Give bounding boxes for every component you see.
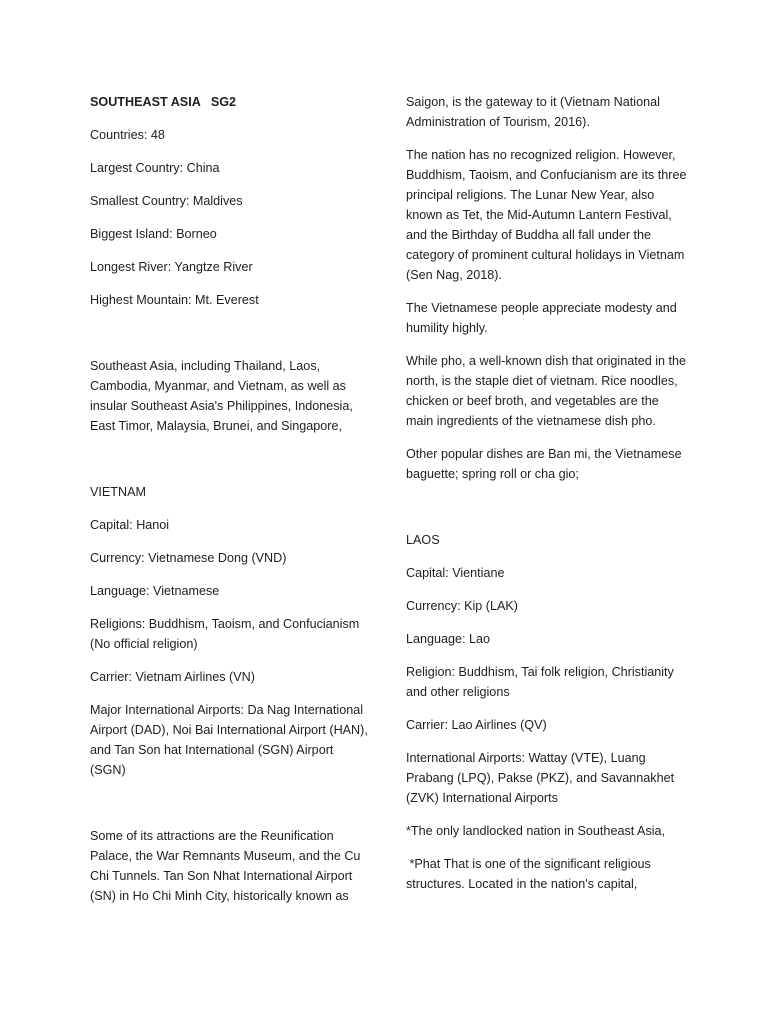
fact-biggest-island: Biggest Island: Borneo [90,227,217,241]
laos-language: Language: Lao [406,632,491,646]
laos-landlocked-note: *The only landlocked nation in Southeast Asia, [406,824,666,838]
vietnam-language: Language: Vietnamese [90,584,220,598]
vietnam-religion-paragraph: The nation has no recognized religion. However, Buddhism, Taoism, and Confucianism are its three principal religions. The Lunar New Year, also known as Tet, the Mid-Autumn Lantern Festival, and the Birthday of Buddha all fall under the category of prominent cultural holidays in Vietnam (Sen Nag, 2018). [406,148,687,282]
vietnam-capital: Capital: Hanoi [90,518,170,532]
fact-largest-country: Largest Country: China [90,161,220,175]
fact-longest-river: Longest River: Yangtze River [90,260,253,274]
right-column [406,92,688,907]
vietnam-attractions: Some of its attractions are the Reunification Palace, the War Remnants Museum, and the Cu Chi Tunnels. Tan Son Nhat International Airport (SN) in Ho Chi Minh City, historically known as [90,829,361,903]
pho-paragraph: While pho, a well-known dish that originated in the north, is the staple diet of vietnam. Rice noodles, chicken or beef broth, and vegetables are the main ingredients of the vietnamese dish pho. [406,354,687,428]
phat-that-note: *Phat That is one of the significant religious structures. Located in the nation's capital, [406,857,655,891]
laos-heading: LAOS [406,533,440,547]
vietnam-carrier: Carrier: Vietnam Airlines (VN) [90,670,255,684]
fact-highest-mountain: Highest Mountain: Mt. Everest [90,293,259,307]
intro-paragraph: Southeast Asia, including Thailand, Laos, Cambodia, Myanmar, and Vietnam, as well as insular Southeast Asia's Philippines, Indonesia, East Timor, Malaysia, Brunei, and Singapore, [90,359,353,433]
fact-smallest-country: Smallest Country: Maldives [90,194,243,208]
modesty-paragraph: The Vietnamese people appreciate modesty and humility highly. [406,301,677,335]
dishes-paragraph: Other popular dishes are Ban mi, the Vietnamese baguette; spring roll or cha gio; [406,447,682,481]
vietnam-heading: VIETNAM [90,485,146,499]
laos-carrier: Carrier: Lao Airlines (QV) [406,718,547,732]
vietnam-religions: Religions: Buddhism, Taoism, and Confucianism (No official religion) [90,617,360,651]
saigon-continued: Saigon, is the gateway to it (Vietnam National Administration of Tourism, 2016). [406,95,660,129]
laos-capital: Capital: Vientiane [406,566,505,580]
vietnam-currency: Currency: Vietnamese Dong (VND) [90,551,287,565]
laos-currency: Currency: Kip (LAK) [406,599,518,613]
fact-countries: Countries: 48 [90,128,165,142]
laos-airports: International Airports: Wattay (VTE), Luang Prabang (LPQ), Pakse (PKZ), and Savannakhet (ZVK) International Airports [406,751,675,805]
laos-religion: Religion: Buddhism, Tai folk religion, Christianity and other religions [406,665,674,699]
vietnam-airports: Major International Airports: Da Nag International Airport (DAD), Noi Bai International Airport (HAN), and Tan Son hat International (SGN) Airport (SGN) [90,703,368,777]
document-title: SOUTHEAST ASIA SG2 [90,95,237,109]
left-column [90,92,372,919]
